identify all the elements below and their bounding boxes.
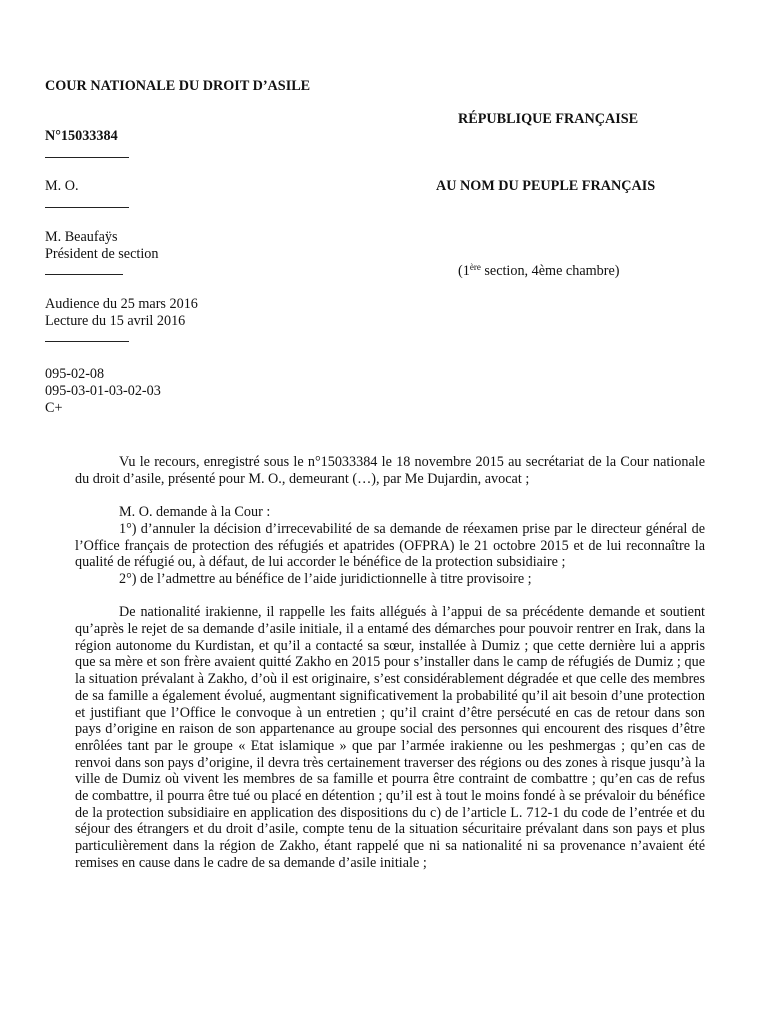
classification-code: 095-02-08: [45, 366, 105, 382]
decision-body: [75, 454, 705, 872]
paragraph: Vu le recours, enregistré sous le n°15033384 le 18 novembre 2015 au secrétariat de la Cour nationale du droit d’asile, présenté pour M. O., demeurant (…), par Me Dujardin, avocat ;: [75, 454, 705, 487]
section-prefix: (1: [458, 263, 470, 279]
party-name: M. O.: [45, 178, 79, 194]
hearing-date: Audience du 25 mars 2016: [45, 296, 198, 312]
paragraph: 1°) d’annuler la décision d’irrecevabilité de sa demande de réexamen prise par le directeur général de l’Office français de protection des réfugiés et apatrides (OFPRA) le 21 octobre 2015 et de lui reconnaître la qualité de réfugié ou, à défaut, de lui accorder le bénéfice de la protection subsidiaire ;: [75, 520, 705, 571]
divider: [45, 274, 123, 275]
paragraph: 2°) de l’admettre au bénéfice de l’aide juridictionnelle à titre provisoire ;: [119, 570, 532, 587]
classification-code: C+: [45, 400, 63, 416]
divider: [45, 207, 129, 208]
president-title: Président de section: [45, 246, 159, 262]
reading-date: Lecture du 15 avril 2016: [45, 313, 186, 329]
divider: [45, 341, 129, 342]
classification-code: 095-03-01-03-02-03: [45, 383, 161, 399]
paragraph: De nationalité irakienne, il rappelle les faits allégués à l’appui de sa précédente demande et soutient qu’après le rejet de sa demande d’asile initiale, il a entamé des démarches pour pouvoir rentrer en Irak, dans la région autonome du Kurdistan, et qu’il a contacté sa sœur, installée à Dumiz ; que cette dernière lui a appris que sa mère et son frère avaient quitté Zakho en 2015 pour s’installer dans le camp de réfugiés de Dumiz ; que la situation prévalant à Zakho, d’où il est originaire, s’est considérablement dégradée et que celle des membres de sa famille a également évolué, augmentant significativement la probabilité qu’il ait besoin d’une protection et justifiant que l’Office le convoque à un entretien ; qu’il craint d’être persécuté en cas de retour dans son pays d’origine en raison de son appartenance au groupe social des personnes qui encourent des risques d’être enrôlées tant par le groupe « Etat islamique » que par l’armée irakienne ou les peshmergas ; qu’en cas de renvoi dans son pays d’origine, il devra très certainement traverser des régions ou des zones à risque jusqu’à la ville de Dumiz où vivent les membres de sa famille et pourra être contraint de combattre ; qu’en cas de refus de combattre, il pourra être tué ou placé en détention ; qu’il est à tout le moins fondé à se prévaloir du bénéfice de la protection subsidiaire en application des dispositions du c) de l’article L. 712-1 du code de l’entrée et du séjour des étrangers et du droit d’asile, compte tenu de la situation sécuritaire prévalant dans son pays et plus particulièrement dans la région de Zakho, étant rappelé que ni sa nationalité ni sa provenance n’avaient été remises en cause dans le cadre de sa demande d’asile initiale ;: [75, 604, 705, 871]
court-name: COUR NATIONALE DU DROIT D’ASILE: [45, 78, 311, 94]
section-suffix: section, 4ème chambre): [480, 263, 620, 279]
section-superscript: ère: [469, 262, 481, 272]
republic-heading: RÉPUBLIQUE FRANÇAISE: [458, 111, 639, 127]
paragraph: M. O. demande à la Cour :: [119, 504, 271, 521]
divider: [45, 157, 129, 158]
president-name: M. Beaufaÿs: [45, 229, 118, 245]
case-number: N°15033384: [45, 128, 118, 144]
in-the-name-heading: AU NOM DU PEUPLE FRANÇAIS: [436, 178, 656, 194]
section-info: [458, 263, 620, 280]
